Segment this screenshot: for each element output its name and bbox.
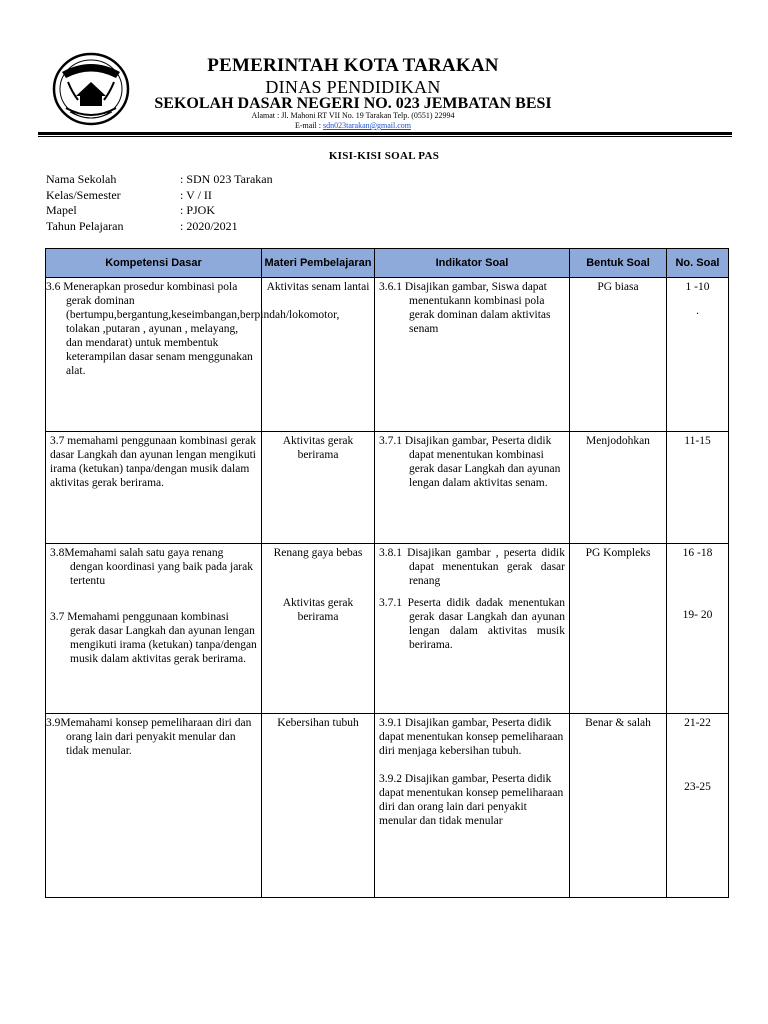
letterhead-rule-thick bbox=[38, 132, 732, 135]
cell-indikator bbox=[375, 544, 570, 714]
email-label: E-mail : bbox=[294, 121, 323, 130]
info-row bbox=[46, 188, 273, 204]
indikator-text: 3.8.1 Disajikan gambar , peserta didik dapat menentukan gerak dasar renang bbox=[379, 547, 565, 587]
cell-kompetensi-dasar: 3.9Memahami konsep pemeliharaan diri dan orang lain dari penyakit menular dan tidak menular. bbox=[46, 714, 262, 898]
letterhead-email bbox=[130, 121, 576, 130]
materi-text: Renang gaya bebas bbox=[273, 547, 363, 559]
document-title: KISI-KISI SOAL PAS bbox=[328, 150, 440, 162]
info-value: : V / II bbox=[180, 187, 212, 202]
letterhead-title-government: PEMERINTAH KOTA TARAKAN bbox=[207, 55, 499, 76]
info-row bbox=[46, 219, 273, 235]
indikator-text: 3.7.1 Disajikan gambar, Peserta didik dapat menentukan kombinasi gerak dasar Langkah dan ayunan lengan dalam aktivitas senam. bbox=[379, 435, 561, 489]
indikator-text: 3.6.1 Disajikan gambar, Siswa dapat menentukann kombinasi pola gerak dominan dalam aktivitas senam bbox=[379, 281, 551, 335]
email-link[interactable]: sdn023tarakan@gmail.com bbox=[322, 121, 411, 130]
info-label: Kelas/Semester bbox=[46, 187, 121, 202]
kd-text: 3.7 Memahami penggunaan kombinasi gerak dasar Langkah dan ayunan lengan mengikuti irama (ketukan) tanpa/dengan musik dalam aktivitas gerak berirama. bbox=[50, 611, 257, 665]
cell-materi: Aktivitas gerak berirama bbox=[262, 432, 375, 544]
cell-bentuk-soal: PG Kompleks bbox=[570, 544, 667, 714]
indikator-text: 3.9.1 Disajikan gambar, Peserta didik dapat menentukan konsep pemeliharaan diri menjaga kebersihan tubuh. bbox=[379, 717, 564, 757]
info-label: Tahun Pelajaran bbox=[46, 218, 124, 233]
cell-indikator bbox=[375, 432, 570, 544]
cell-indikator bbox=[375, 278, 570, 432]
cell-kompetensi-dasar bbox=[46, 544, 262, 714]
no-soal-value: 1 -10 bbox=[685, 281, 710, 293]
info-value: : SDN 023 Tarakan bbox=[180, 172, 273, 186]
cell-kompetensi-dasar: 3.6 Menerapkan prosedur kombinasi pola gerak dominan (bertumpu,bergantung,keseimbangan,berpindah/lokomotor, tolakan ,putaran , ayunan , melayang, dan mendarat) untuk membentuk keterampilan dasar senam menggunakan alat. bbox=[46, 278, 262, 432]
cell-no-soal bbox=[667, 544, 729, 714]
cell-indikator bbox=[375, 714, 570, 898]
header-indikator-soal: Indikator Soal bbox=[375, 249, 570, 278]
indikator-text: 3.9.2 Disajikan gambar, Peserta didik dapat menentukan konsep pemeliharaan diri dan orang lain dari penyakit menular dan tidak menular bbox=[379, 773, 564, 827]
info-value: : 2020/2021 bbox=[180, 218, 238, 233]
kd-text: 3.8Memahami salah satu gaya renang dengan koordinasi yang baik pada jarak tertentu bbox=[50, 547, 253, 587]
materi-text: Aktivitas gerak berirama bbox=[282, 597, 354, 623]
cell-materi: Aktivitas senam lantai bbox=[262, 278, 375, 432]
cell-bentuk-soal: PG biasa bbox=[570, 278, 667, 432]
header-no-soal: No. Soal bbox=[667, 249, 729, 278]
letterhead-title-agency: DINAS PENDIDIKAN bbox=[265, 77, 441, 97]
cell-no-soal bbox=[667, 278, 729, 432]
table-row bbox=[46, 278, 729, 432]
info-value: : PJOK bbox=[180, 203, 216, 217]
no-soal-extra: . bbox=[696, 305, 699, 317]
cell-bentuk-soal: Benar & salah bbox=[570, 714, 667, 898]
info-row bbox=[46, 203, 273, 219]
header-kompetensi-dasar: Kompetensi Dasar bbox=[46, 249, 262, 278]
letterhead-rule-thin bbox=[38, 136, 732, 137]
table-row bbox=[46, 714, 729, 898]
info-row bbox=[46, 172, 273, 188]
tarakan-emblem-icon bbox=[52, 52, 130, 126]
no-soal-value: 19- 20 bbox=[682, 609, 713, 621]
indikator-text: 3.7.1 Peserta didik dadak menentukan gerak dasar Langkah dan ayunan lengan dalam aktivitas musik berirama. bbox=[379, 597, 565, 651]
letterhead-address: Alamat : Jl. Mahoni RT VII No. 19 Tarakan Telp. (0551) 22994 bbox=[251, 111, 455, 120]
table-row bbox=[46, 432, 729, 544]
school-info bbox=[46, 172, 273, 234]
header-bentuk-soal: Bentuk Soal bbox=[570, 249, 667, 278]
no-soal-value: 23-25 bbox=[684, 781, 711, 793]
cell-materi: Kebersihan tubuh bbox=[262, 714, 375, 898]
info-label: Mapel bbox=[46, 203, 77, 217]
no-soal-value: 16 -18 bbox=[682, 547, 713, 559]
cell-kompetensi-dasar: 3.7 memahami penggunaan kombinasi gerak dasar Langkah dan ayunan lengan mengikuti irama (ketukan) tanpa/dengan musik dalam aktivitas gerak berirama. bbox=[46, 432, 262, 544]
letterhead bbox=[0, 0, 768, 140]
cell-no-soal: 11-15 bbox=[667, 432, 729, 544]
info-label: Nama Sekolah bbox=[46, 172, 117, 186]
letterhead-title-school: SEKOLAH DASAR NEGERI NO. 023 JEMBATAN BESI bbox=[154, 95, 552, 112]
kisi-kisi-table bbox=[45, 248, 729, 898]
cell-bentuk-soal: Menjodohkan bbox=[570, 432, 667, 544]
table-header-row bbox=[46, 249, 729, 278]
no-soal-value: 21-22 bbox=[684, 717, 711, 729]
header-materi-pembelajaran: Materi Pembelajaran bbox=[262, 249, 375, 278]
cell-no-soal bbox=[667, 714, 729, 898]
table-row bbox=[46, 544, 729, 714]
cell-materi bbox=[262, 544, 375, 714]
